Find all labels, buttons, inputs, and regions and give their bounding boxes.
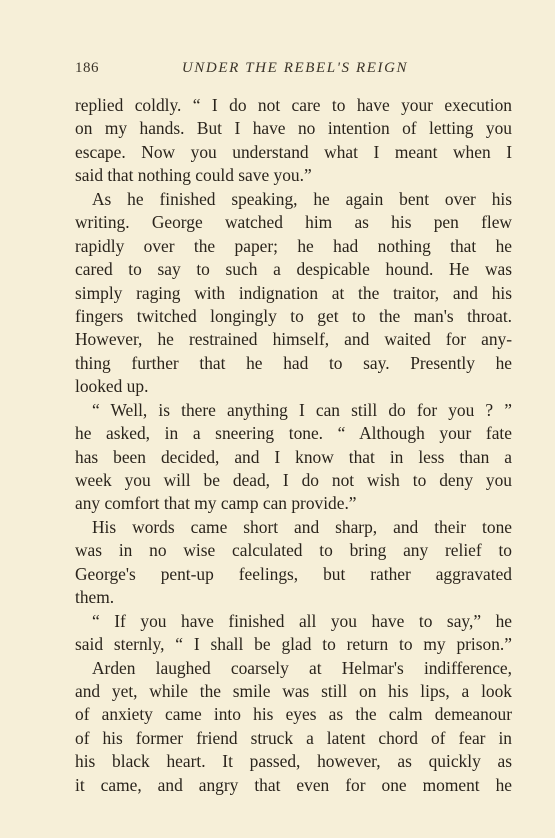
text-line: of anxiety came into his eyes as the calm demeanour [75,704,512,725]
text-line: week you will be dead, I do not wish to deny you [75,470,512,490]
text-line: “ If you have finished all you have to say,” he [92,610,512,631]
text-line: it came, and angry that even for one moment he [75,774,512,795]
text-line: of his former friend struck a latent chord of fear in [75,727,512,748]
running-title: UNDER THE REBEL'S REIGN [181,60,409,76]
text-line: said that nothing could save you.” [75,165,312,186]
text-line: simply raging with indignation at the traitor, and his [75,282,512,303]
text-line: fingers twitched longingly to get to the man's throat. [75,305,512,326]
text-line: any comfort that my camp can provide.” [75,493,357,514]
text-line: writing. George watched him as his pen flew [75,212,512,233]
text-line: on my hands. But I have no intention of letting you [75,118,512,139]
text-line: His words came short and sharp, and their tone [92,516,512,537]
text-line: said sternly, “ I shall be glad to return to my prison.” [75,634,512,655]
text-line: his black heart. It passed, however, as quickly as [75,751,512,772]
text-line: However, he restrained himself, and waited for any- [75,329,512,350]
text-line: and yet, while the smile was still on his lips, a look [75,680,512,701]
body-text [75,94,512,797]
text-line: As he finished speaking, he again bent over his [92,188,512,209]
page-header [75,60,515,84]
page-number: 186 [75,60,99,76]
text-line: was in no wise calculated to bring any relief to [75,540,512,561]
text-line: he asked, in a sneering tone. “ Although your fate [75,423,512,444]
text-line: replied coldly. “ I do not care to have your execution [75,95,512,115]
text-line: has been decided, and I know that in less than a [75,446,512,467]
text-line: them. [75,587,115,608]
text-line: thing further that he had to say. Presently he [75,352,512,373]
text-line: escape. Now you understand what I meant when I [75,141,512,162]
text-line: “ Well, is there anything I can still do for you ? ” [92,399,512,420]
text-line: George's pent-up feelings, but rather aggravated [75,563,512,584]
text-line: Arden laughed coarsely at Helmar's indifference, [92,657,512,678]
text-line: rapidly over the paper; he had nothing that he [75,235,512,256]
text-line: cared to say to such a despicable hound. He was [75,259,512,280]
text-line: looked up. [75,376,149,397]
